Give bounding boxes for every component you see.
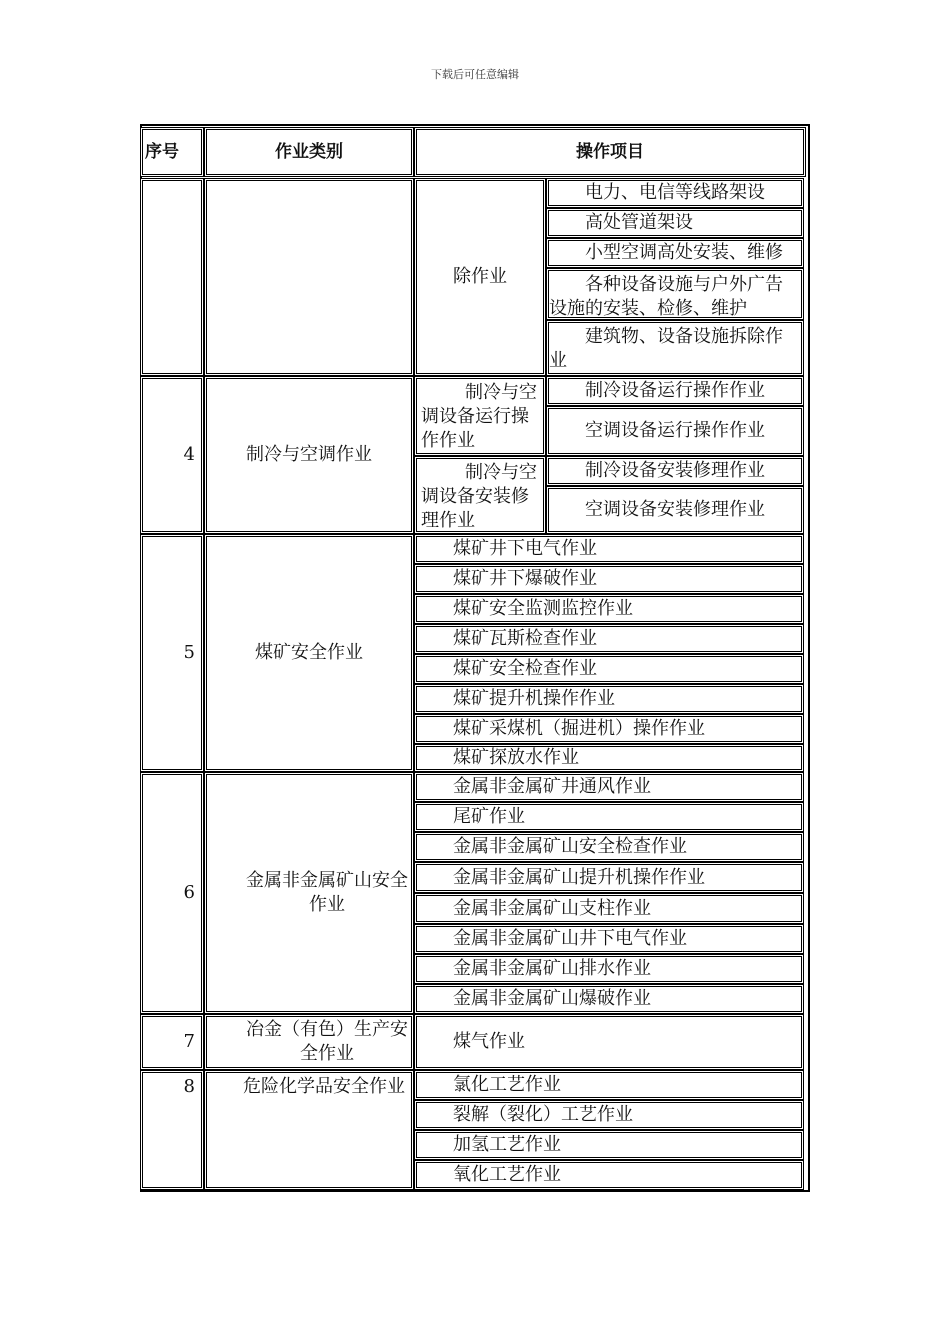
header-category: 作业类别 [204, 127, 414, 177]
g6-item-6: 金属非金属矿山井下电气作业 [414, 924, 804, 954]
g5-item-2: 煤矿井下爆破作业 [414, 564, 804, 594]
g3-item-5: 建筑物、设备设施拆除作业 [546, 320, 804, 376]
g4-sub1-item-1: 制冷设备运行操作作业 [546, 376, 804, 406]
g3-item-3: 小型空调高处安装、维修 [546, 238, 804, 268]
g8-item-4: 氧化工艺作业 [414, 1160, 804, 1190]
g5-item-4: 煤矿瓦斯检查作业 [414, 624, 804, 654]
g8-item-3: 加氢工艺作业 [414, 1130, 804, 1160]
g4-category: 制冷与空调作业 [204, 376, 414, 534]
g7-category: 冶金（有色）生产安全作业 [204, 1014, 414, 1070]
g4-no: 4 [140, 376, 204, 534]
header-no: 序号 [140, 127, 204, 177]
g6-item-4: 金属非金属矿山提升机操作作业 [414, 862, 804, 893]
g6-item-1: 金属非金属矿井通风作业 [414, 772, 804, 802]
g7-item-1: 煤气作业 [414, 1014, 804, 1070]
g5-no: 5 [140, 534, 204, 772]
g6-item-5: 金属非金属矿山支柱作业 [414, 893, 804, 924]
g3-item-4: 各种设备设施与户外广告设施的安装、检修、维护 [546, 268, 804, 320]
g5-item-1: 煤矿井下电气作业 [414, 534, 804, 564]
g4-sub1-item-2: 空调设备运行操作作业 [546, 406, 804, 456]
g3-sub-category: 除作业 [414, 178, 546, 376]
header-items: 操作项目 [414, 127, 806, 177]
g5-item-8: 煤矿探放水作业 [414, 744, 804, 772]
g6-item-2: 尾矿作业 [414, 802, 804, 832]
g4-sub-1: 制冷与空调设备运行操作作业 [414, 376, 546, 456]
g8-category: 危险化学品安全作业 [204, 1070, 414, 1190]
g3-category-cell [204, 178, 414, 376]
g8-item-1: 氯化工艺作业 [414, 1070, 804, 1100]
g5-item-7: 煤矿采煤机（掘进机）操作作业 [414, 714, 804, 744]
g5-category: 煤矿安全作业 [204, 534, 414, 772]
g4-sub-2: 制冷与空调设备安装修理作业 [414, 456, 546, 534]
g6-item-7: 金属非金属矿山排水作业 [414, 954, 804, 984]
g8-no: 8 [140, 1070, 204, 1190]
g5-item-3: 煤矿安全监测监控作业 [414, 594, 804, 624]
g4-sub2-item-2: 空调设备安装修理作业 [546, 486, 804, 534]
g6-no: 6 [140, 772, 204, 1014]
page-header-note: 下载后可任意编辑 [431, 68, 519, 81]
g3-item-2: 高处管道架设 [546, 208, 804, 238]
g3-no-cell [140, 178, 204, 376]
g8-item-2: 裂解（裂化）工艺作业 [414, 1100, 804, 1130]
g6-item-3: 金属非金属矿山安全检查作业 [414, 832, 804, 862]
g5-item-6: 煤矿提升机操作作业 [414, 684, 804, 714]
g6-category: 金属非金属矿山安全作业 [204, 772, 414, 1014]
g6-item-8: 金属非金属矿山爆破作业 [414, 984, 804, 1014]
g4-sub2-item-1: 制冷设备安装修理作业 [546, 456, 804, 486]
g5-item-5: 煤矿安全检查作业 [414, 654, 804, 684]
g3-item-1: 电力、电信等线路架设 [546, 178, 804, 208]
g7-no: 7 [140, 1014, 204, 1070]
